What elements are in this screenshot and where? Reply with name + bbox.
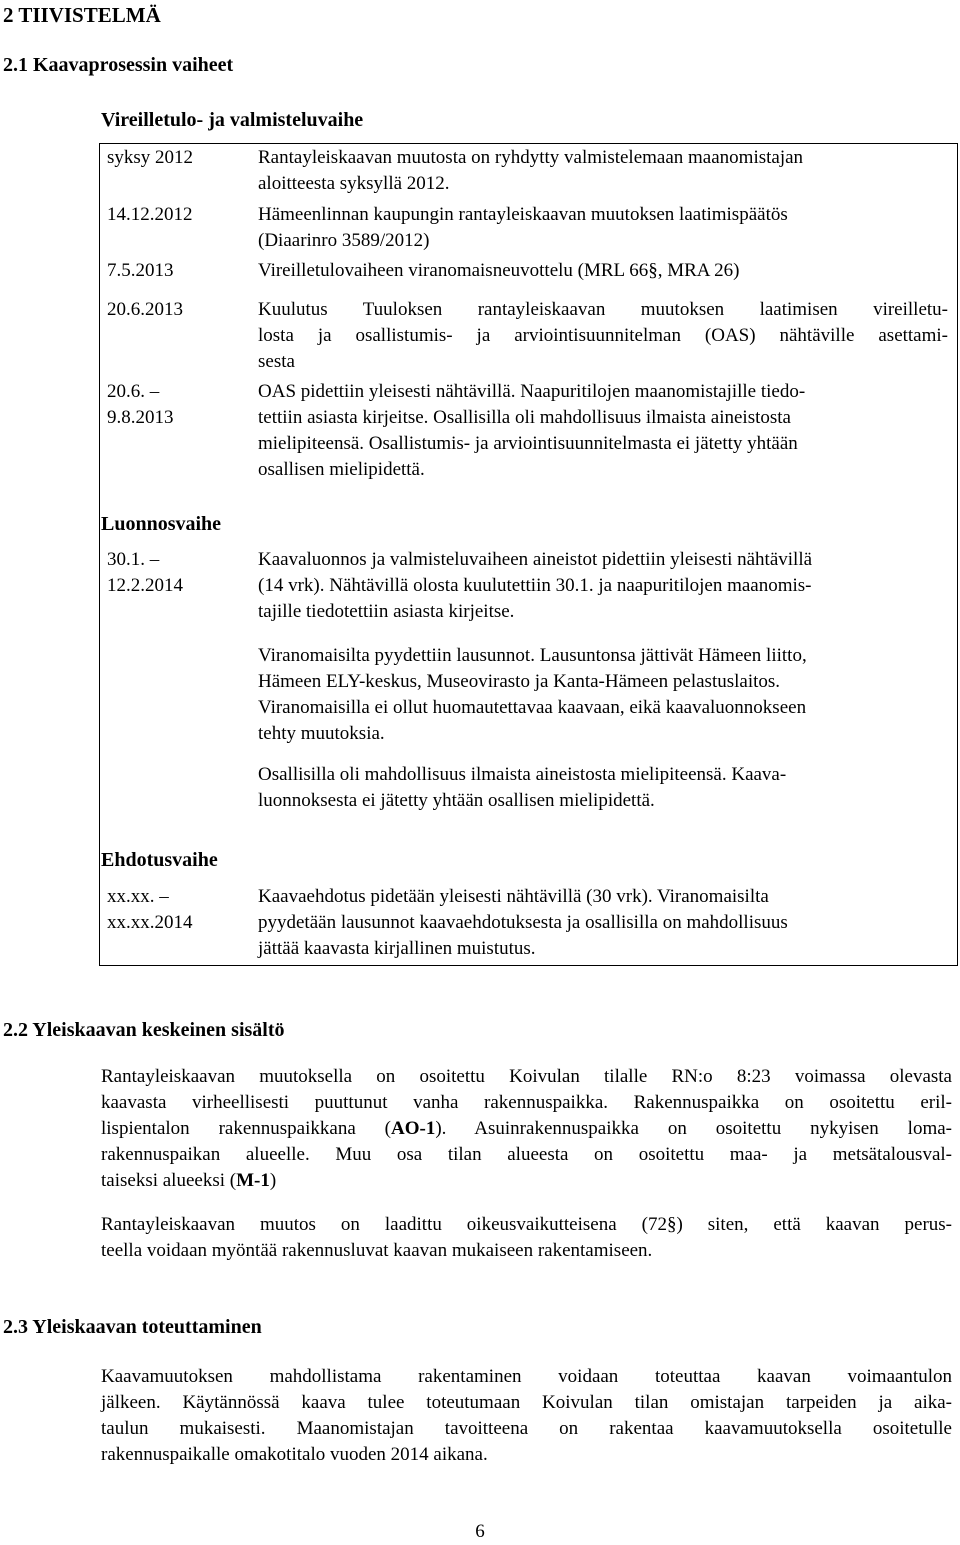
row-description: Hämeenlinnan kaupungin rantayleiskaavan muutoksen laatimispäätös (Diaarinro 3589/2012) [258,204,788,251]
row-date: 20.6. – 9.8.2013 [107,381,174,428]
row-date: syksy 2012 [107,147,194,168]
row-description: Kuulutus Tuuloksen rantayleiskaavan muutoksen laatimisen vireilletu- losta ja osallistumis- ja arviointisuunnitelman (OAS) nähtäville asettami- sesta [258,299,948,372]
heading-kaavaprosessin-vaiheet: 2.1 Kaavaprosessin vaiheet [3,54,234,76]
row-description: Osallisilla oli mahdollisuus ilmaista aineistosta mielipiteensä. Kaava- luonnoksesta ei jätetty yhtään osallisen mielipidettä. [258,764,787,811]
row-description: Vireilletulovaiheen viranomaisneuvottelu (MRL 66§, MRA 26) [258,260,740,281]
row-date: 20.6.2013 [107,299,183,320]
page-number: 6 [475,1521,485,1542]
heading-toteuttaminen: 2.3 Yleiskaavan toteuttaminen [3,1316,262,1338]
phase-vireilletulo: Vireilletulo- ja valmisteluvaihe [101,109,364,131]
row-description: Viranomaisilta pyydettiin lausunnot. Lausuntonsa jättivät Hämeen liitto, Hämeen ELY-keskus, Museovirasto ja Kanta-Hämeen pelastuslaitos. Viranomaisilla ei ollut huomautettavaa kaavaan, eikä kaavaluonnokseen tehty muutoksia. [258,645,807,744]
paragraph-keskeinen-sisalto-2: Rantayleiskaavan muutos on laadittu oikeusvaikutteisena (72§) siten, että kaavan perus- teella voidaan myöntää rakennusluvat kaavan mukaiseen rakentamiseen. [101,1214,952,1261]
row-description: Kaavaehdotus pidetään yleisesti nähtävillä (30 vrk). Viranomaisilta pyydetään lausunnot kaavaehdotuksesta ja osallisilla on mahdollisuus jättää kaavasta kirjallinen muistutus. [258,886,788,959]
phase-ehdotus: Ehdotusvaihe [101,849,218,871]
paragraph-keskeinen-sisalto-1: Rantayleiskaavan muutoksella on osoitettu Koivulan tilalle RN:o 8:23 voimassa olevasta kaavasta virheellisesti puuttunut vanha rakennuspaikka. Rakennuspaikka on osoitettu eril- lispientalon rakennuspaikkana (AO-1). Asuinrakennuspaikka on osoitettu nykyisen loma- rakennuspaikan alueelle. Muu osa tilan alueesta on osoitettu maa- ja metsätalousval- taiseksi alueeksi (M-1) [101,1066,952,1191]
row-description: Kaavaluonnos ja valmisteluvaiheen aineistot pidettiin yleisesti nähtävillä (14 vrk). Nähtävillä olosta kuulutettiin 30.1. ja naapuritilojen maanomis- tajille tiedotettiin asiasta kirjeitse. [258,549,813,622]
row-date: 30.1. – 12.2.2014 [107,549,183,596]
row-date: 7.5.2013 [107,260,174,281]
row-date: 14.12.2012 [107,204,193,225]
row-description: OAS pidettiin yleisesti nähtävillä. Naapuritilojen maanomistajille tiedo- tettiin asiasta kirjeitse. Osallisilla oli mahdollisuus ilmaista aineistosta mielipiteensä. Osallistumis- ja arviointisuunnitelmasta ei jätetty yhtään osallisen mielipidettä. [258,381,806,480]
row-date: xx.xx. – xx.xx.2014 [107,886,193,933]
row-description: Rantayleiskaavan muutosta on ryhdytty valmistelemaan maanomistajan aloitteesta syksyllä 2012. [258,147,804,194]
heading-tiivistelma: 2 TIIVISTELMÄ [3,3,161,27]
paragraph-toteuttaminen: Kaavamuutoksen mahdollistama rakentaminen voidaan toteuttaa kaavan voimaantulon jälkeen. Käytännössä kaava tulee toteutumaan Koivulan tilan omistajan tarpeiden ja aika- taulun mukaisesti. Maanomistajan tavoitteena on rakentaa kaavamuutoksella osoitetulle rakennuspaikalle omakotitalo vuoden 2014 aikana. [101,1366,952,1465]
phase-luonnos: Luonnosvaihe [101,513,222,535]
heading-keskeinen-sisalto: 2.2 Yleiskaavan keskeinen sisältö [3,1019,285,1041]
